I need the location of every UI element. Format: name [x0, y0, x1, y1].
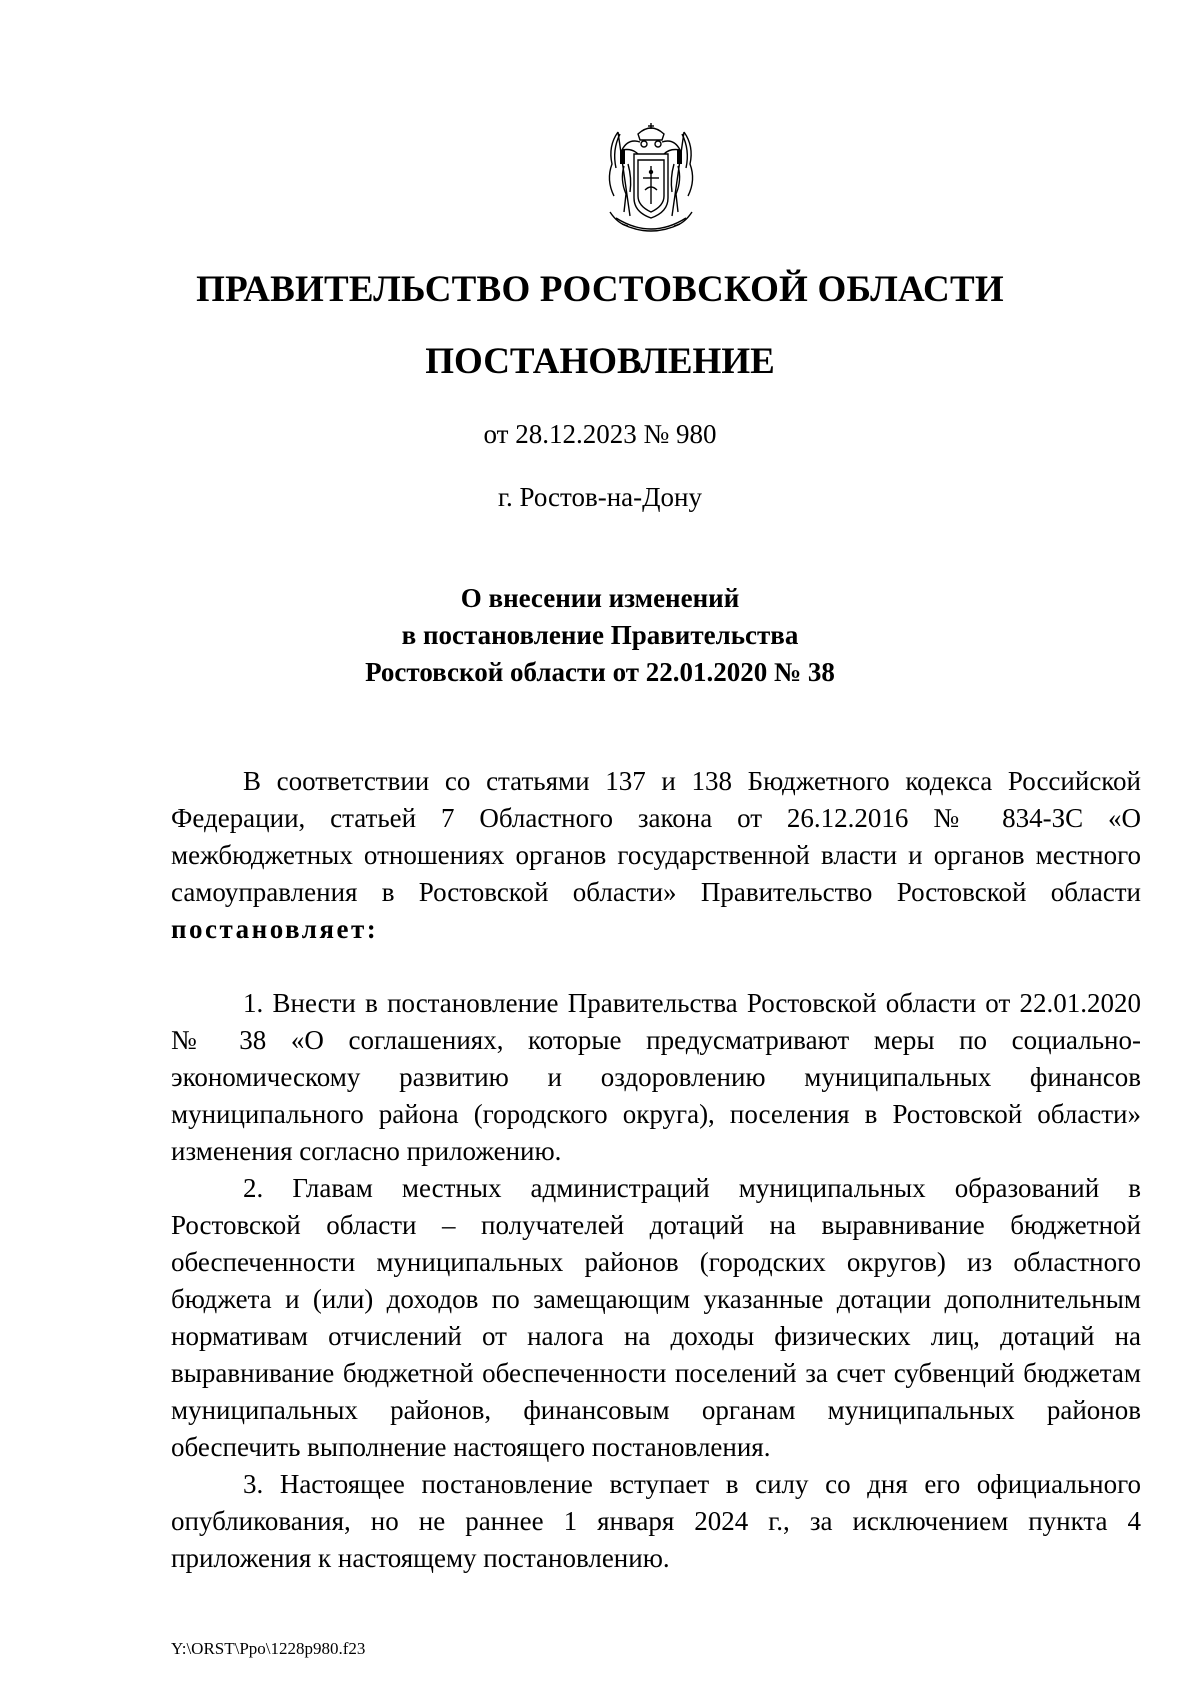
preamble-paragraph [171, 763, 1141, 948]
subject-line-1: О внесении изменений [460, 583, 740, 613]
document-body [171, 763, 1141, 1577]
subject-line-3: Ростовской области от 22.01.2020 № 38 [365, 657, 835, 687]
document-city: г. Ростов-на-Дону [497, 482, 702, 512]
document-subject [0, 580, 1200, 691]
item-3-paragraph: 3. Настоящее постановление вступает в силу со дня его официального опубликования, но не раннее 1 января 2024 г., за исключением пункта 4 приложения к настоящему постановлению. [171, 1469, 1141, 1573]
footer-file-path: Y:\ORST\Ppo\1228p980.f23 [171, 1639, 366, 1658]
coat-of-arms-icon [598, 120, 704, 240]
document-type: ПОСТАНОВЛЕНИЕ [425, 341, 775, 382]
organization-title: ПРАВИТЕЛЬСТВО РОСТОВСКОЙ ОБЛАСТИ [196, 269, 1004, 310]
subject-line-2: в постановление Правительства [401, 620, 799, 650]
document-date-number: от 28.12.2023 № 980 [483, 419, 717, 449]
item-1-paragraph: 1. Внести в постановление Правительства Ростовской области от 22.01.2020 № 38 «О соглашениях, которые предусматривают меры по социально-экономическому развитию и оздоровлению муниципальных финансов муниципального района (городского округа), поселения в Ростовской области» изменения согласно приложению. [171, 988, 1141, 1166]
item-2-paragraph: 2. Главам местных администраций муниципальных образований в Ростовской области – получателей дотаций на выравнивание бюджетной обеспеченности муниципальных районов (городских округов) из областного бюджета и (или) доходов по замещающим указанные дотации дополнительным нормативам отчислений от налога на доходы физических лиц, дотаций на выравнивание бюджетной обеспеченности поселений за счет субвенций бюджетам муниципальных районов, финансовым органам муниципальных районов обеспечить выполнение настоящего постановления. [171, 1173, 1141, 1462]
preamble-text: В соответствии со статьями 137 и 138 Бюджетного кодекса Российской Федерации, статьей 7 Областного закона от 26.12.2016 № 834-ЗС «О межбюджетных отношениях органов государственной власти и органов местного самоуправления в Ростовской области» Правительство Ростовской области [171, 766, 1141, 907]
decree-word: постановляет: [171, 914, 379, 944]
